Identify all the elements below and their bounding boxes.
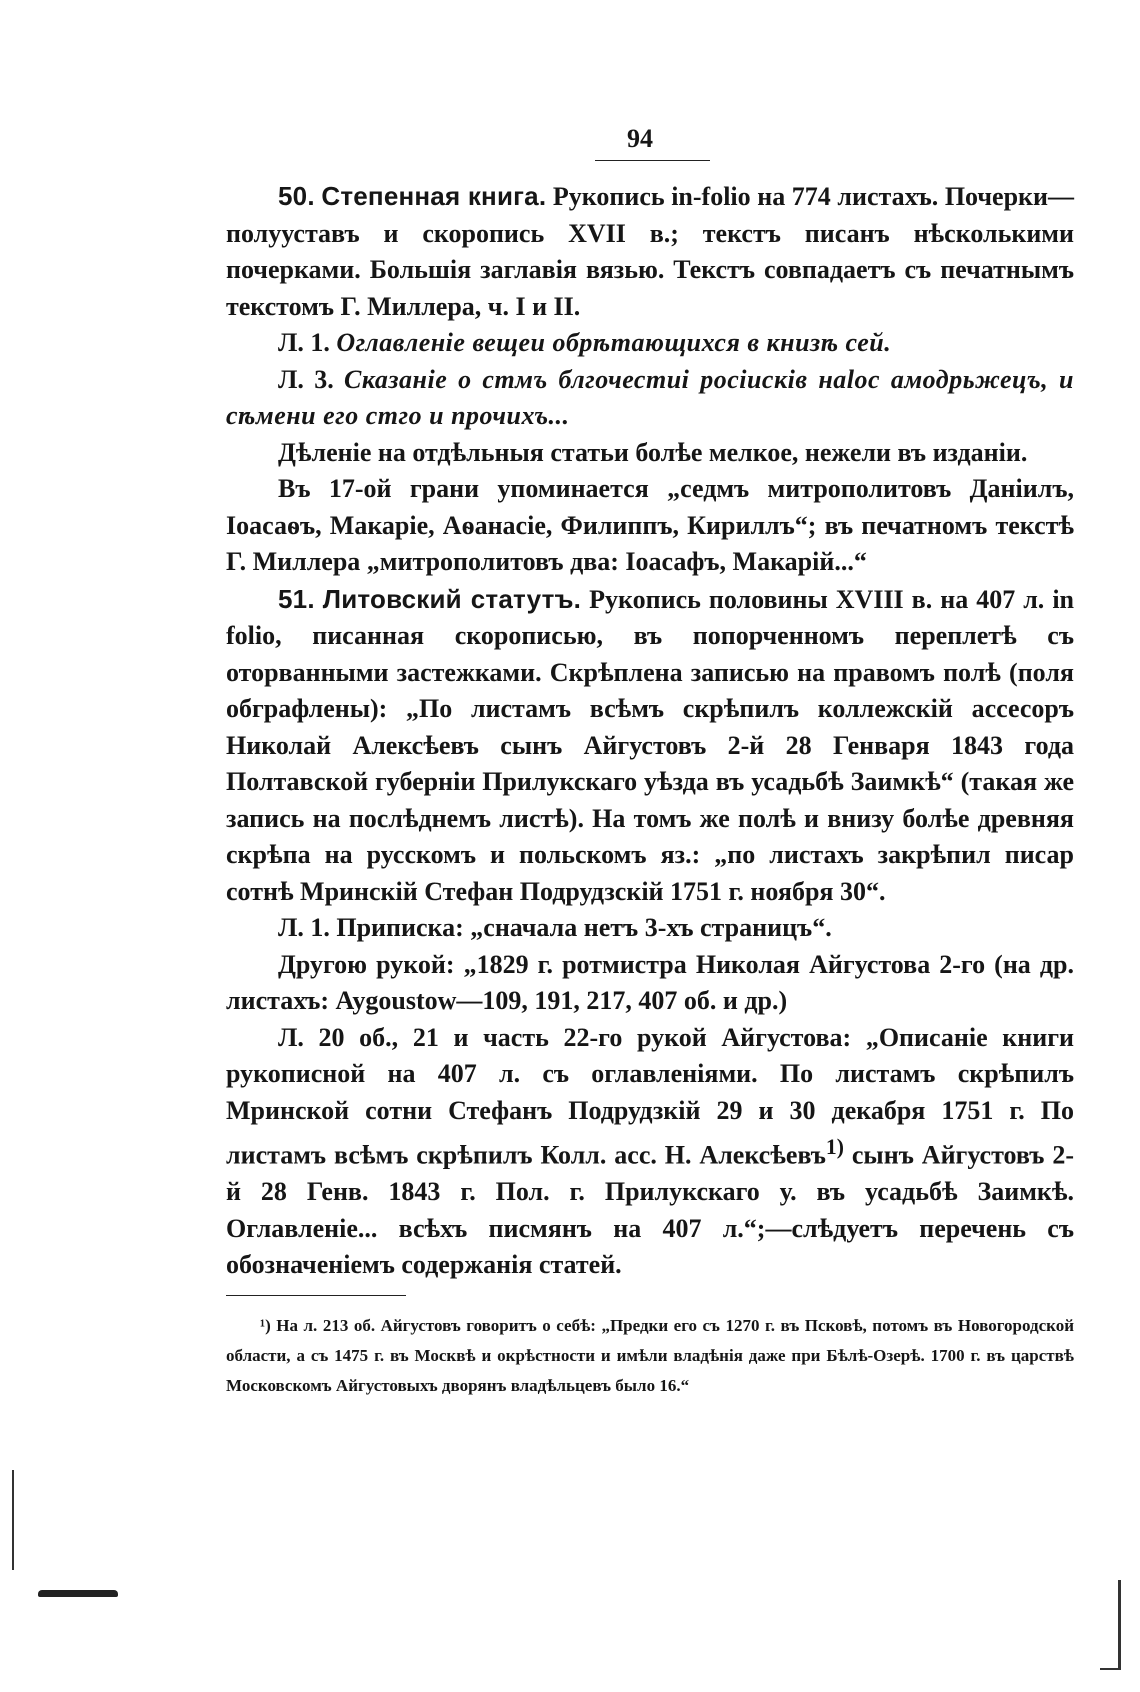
grani-paragraph: Въ 17-ой грани упоминается „седмъ митрополитовъ Даніилъ, Іоасаѳъ, Макаріе, Аѳанасіе, Филиппъ, Кириллъ“; въ печатномъ текстѣ Г. Миллера „митрополитовъ два: Іоасафъ, Макарій...“ bbox=[226, 474, 1074, 576]
description-paragraph bbox=[226, 1020, 1074, 1284]
scan-smudge bbox=[38, 1590, 118, 1597]
entry-description: Рукопись in-folio на 774 листахъ. Почерки— полууставъ и скоропись XVII в.; текстъ писанъ нѣсколькими почерками. Большія заглавія вязью. Текстъ совпадаетъ съ печатнымъ текстомъ Г. Миллера, ч. I и II. bbox=[226, 182, 1075, 321]
church-slavonic-quote: Сказаніе о стмъ блгочестиі росіисків наlос амодрьжецъ, и сѣмени его стго и прочихъ... bbox=[226, 364, 1074, 430]
church-slavonic-quote: Оглавленіе вещеи обрѣтающихся в книзѣ сей. bbox=[336, 328, 892, 357]
entry-description: Рукопись половины XVIII в. на 407 л. in folio, писанная скорописью, въ попорченномъ переплетѣ съ оторванными застежками. Скрѣплена записью на правомъ полѣ (поля обграфлены): „По листамъ всѣмъ скрѣпилъ коллежскій ассесоръ Николай Алексѣевъ сынъ Айгустовъ 2-й 28 Генваря 1843 года Полтавской губерніи Прилукскаго уѣзда въ усадьбѣ Заимкѣ“ (такая же запись на послѣднемъ листѣ). На томъ же полѣ и внизу болѣе древняя скрѣпа на русскомъ и польскомъ яз.: „по листахъ закрѣпил писар сотнѣ Мринскій Стефан Подрудзскій 1751 г. ноября 30“. bbox=[226, 584, 1075, 906]
other-hand-paragraph: Другою рукой: „1829 г. ротмистра Николая Айгустова 2-го (на др. листахъ: Aygoustow—109, 191, 217, 407 об. и др.) bbox=[226, 949, 1074, 1015]
folio-label: Л. 3. bbox=[278, 364, 334, 394]
entry-number: 51. bbox=[278, 583, 315, 614]
scan-artifact-right bbox=[1118, 1580, 1121, 1670]
folio-3-line bbox=[226, 362, 1074, 435]
footnote-1 bbox=[226, 1311, 1074, 1401]
entry-title: Степенная книга. bbox=[321, 181, 547, 211]
folio-label: Л. 1. bbox=[278, 328, 330, 357]
entry-title: Литовский статутъ. bbox=[322, 583, 582, 614]
footnote-mark: ¹) bbox=[260, 1316, 271, 1335]
scan-artifact-left bbox=[12, 1470, 20, 1570]
scan-artifact-right-foot bbox=[1100, 1668, 1120, 1670]
description-text: Л. 20 об., 21 и часть 22-го рукой Айгустова: „Описаніе книги рукописной на 407 л. съ оглавленіями. По листамъ скрѣпилъ Мринской сотни Стефанъ Подрудзкій 29 и 30 декабря 1751 г. По листамъ всѣмъ скрѣпилъ Колл. асс. Н. Алексѣевъ bbox=[226, 1022, 1074, 1170]
footnote-rule bbox=[226, 1295, 406, 1296]
division-paragraph: Дѣленіе на отдѣльныя статьи болѣе мелкое, нежели въ изданіи. bbox=[278, 437, 1028, 467]
entry-50-paragraph bbox=[226, 178, 1074, 325]
page-number: 94 bbox=[627, 124, 653, 153]
footnote-text: На л. 213 об. Айгустовъ говоритъ о себѣ: „Предки его съ 1270 г. въ Псковѣ, потомъ въ Новогородской области, а съ 1475 г. въ Москвѣ и окрѣстности и имѣли владѣнія даже при Бѣлѣ-Озерѣ. 1700 г. въ царствѣ Московскомъ Айгустовыхъ дворянъ владѣльцевъ было 16.“ bbox=[226, 1316, 1074, 1395]
entry-number: 50. bbox=[278, 181, 315, 211]
footnote-reference[interactable]: 1) bbox=[825, 1135, 844, 1159]
note-paragraph: Л. 1. Приписка: „сначала нетъ 3-хъ страницъ“. bbox=[278, 913, 832, 942]
header-rule bbox=[595, 160, 710, 161]
folio-1-line bbox=[226, 325, 1074, 362]
entry-51-paragraph bbox=[226, 581, 1074, 911]
footnotes bbox=[226, 1311, 1074, 1401]
main-text bbox=[226, 178, 1074, 1284]
description-text-cont: сынъ Айгустовъ 2-й 28 Генв. 1843 г. Пол. г. Прилукскаго у. въ усадьбѣ Заимкѣ. Оглавленіе... всѣхъ писмянъ на 407 л.“;—слѣдуетъ перечень съ обозначеніемъ содержанія статей. bbox=[226, 1140, 1075, 1280]
